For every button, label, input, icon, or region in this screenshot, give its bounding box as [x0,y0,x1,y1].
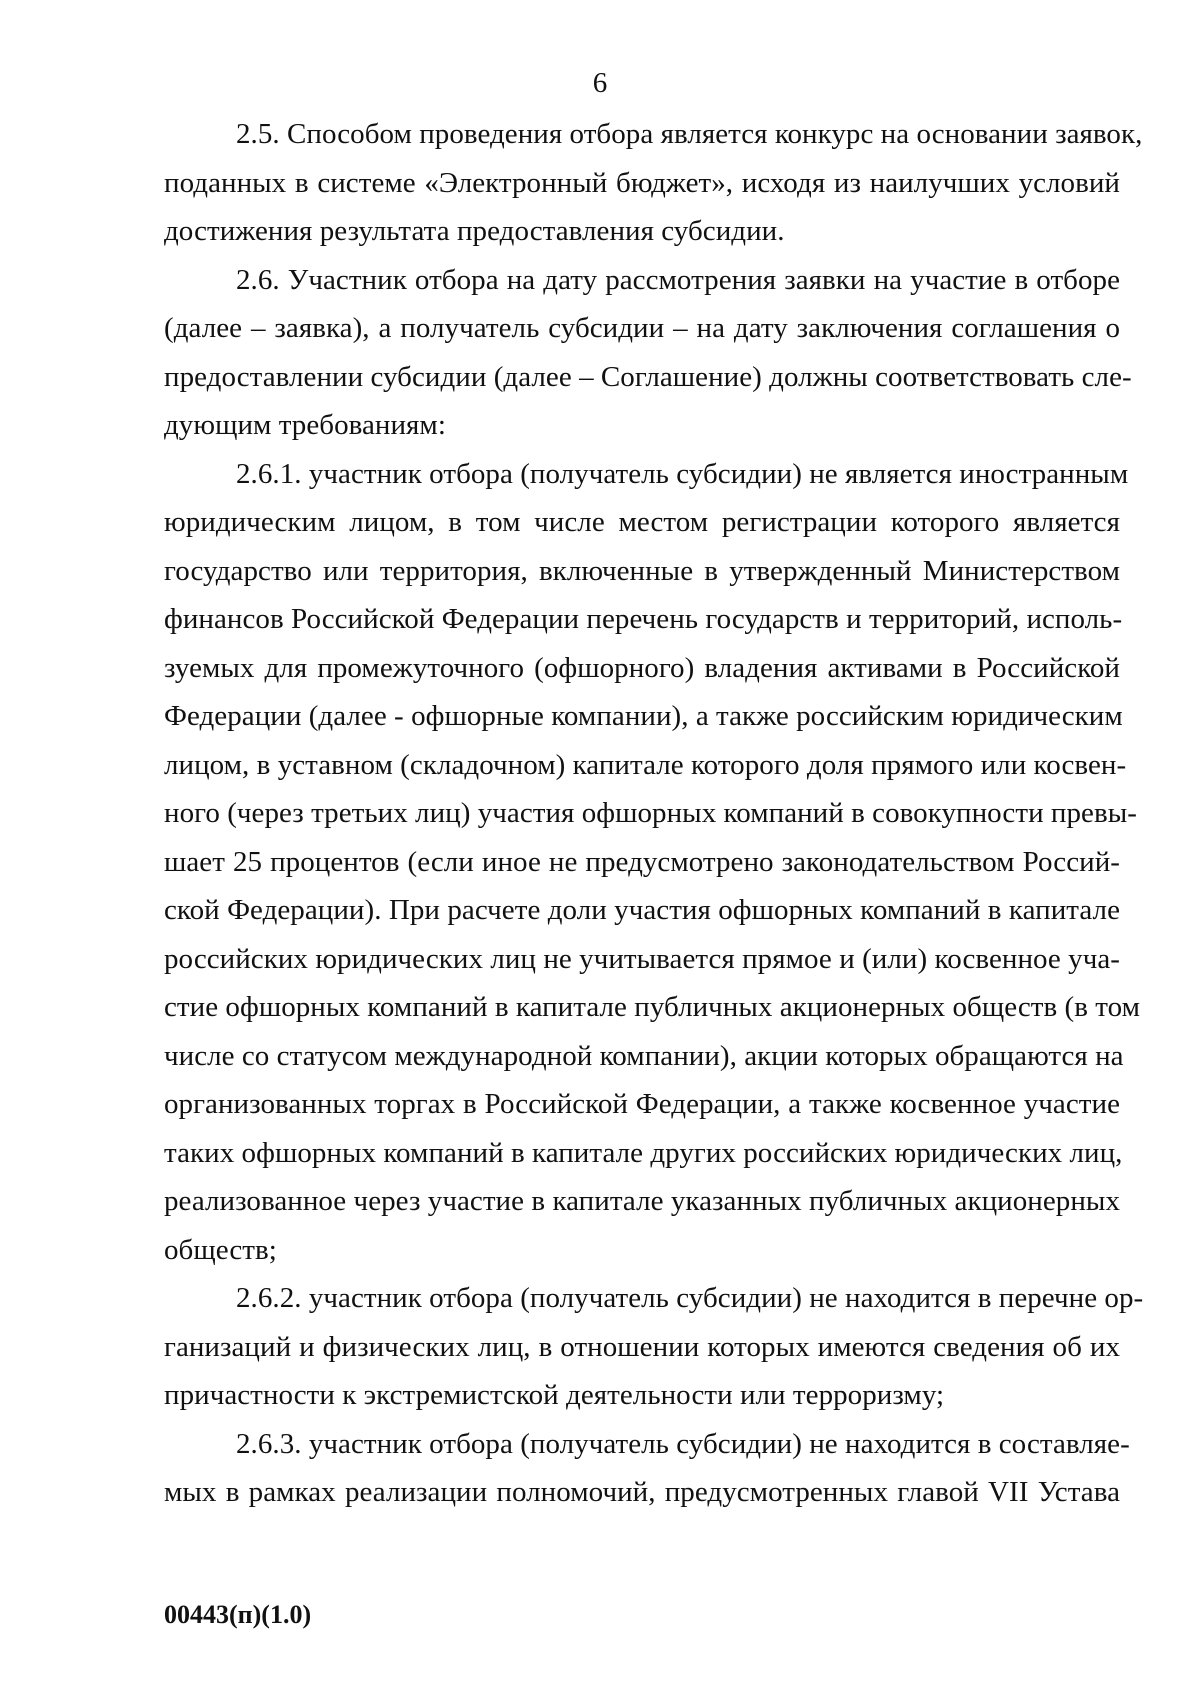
text-line: поданных в системе «Электронный бюджет», исходя из наилучших условий [164,166,1120,199]
text-line: лицом, в уставном (складочном) капитале которого доля прямого или косвен- [164,748,1127,781]
text-line: Федерации (далее - офшорные компании), а также российским юридическим [164,700,1123,732]
text-line: ской Федерации). При расчете доли участия офшорных компаний в капитале [164,894,1120,926]
text-line: организованных торгах в Российской Федерации, а также косвенное участие [164,1088,1120,1120]
text-line: зуемых для промежуточного (офшорного) владения активами в Российской [164,651,1120,684]
text-line: 2.6.3. участник отбора (получатель субсидии) не находится в составляе- [236,1427,1130,1460]
paragraph-2-6-2 [164,1274,1144,1420]
paragraph-2-6 [164,256,1132,450]
text-line: мых в рамках реализации полномочий, предусмотренных главой VII Устава [164,1476,1120,1508]
text-line: российских юридических лиц не учитывается прямое и (или) косвенное уча- [164,942,1120,975]
text-line: реализованное через участие в капитале указанных публичных акционерных [164,1185,1120,1217]
text-line: дующим требованиям: [164,409,446,441]
text-line: юридическим лицом, в том числе местом регистрации которого является [164,506,1120,538]
document-body [164,110,1144,1517]
paragraph-2-5 [164,110,1143,256]
text-line: обществ; [164,1233,277,1266]
text-line: государство или территория, включенные в утвержденный Министерством [164,554,1120,587]
text-line: ного (через третьих лиц) участия офшорных компаний в совокупности превы- [164,797,1137,829]
text-line: числе со статусом международной компании), акции которых обращаются на [164,1039,1124,1072]
paragraph-2-6-1 [164,450,1141,1275]
text-line: шает 25 процентов (если иное не предусмотрено законодательством Россий- [164,845,1120,878]
text-line: достижения результата предоставления субсидии. [164,215,785,247]
text-line: предоставлении субсидии (далее – Соглашение) должны соответствовать сле- [164,360,1132,393]
text-line: 2.6.2. участник отбора (получатель субсидии) не находится в перечне ор- [236,1282,1144,1314]
text-line: таких офшорных компаний в капитале других российских юридических лиц, [164,1136,1123,1169]
text-line: (далее – заявка), а получатель субсидии – на дату заключения соглашения о [164,312,1120,344]
text-line: ганизаций и физических лиц, в отношении которых имеются сведения об их [164,1330,1120,1363]
text-line: 2.6. Участник отбора на дату рассмотрения заявки на участие в отборе [236,263,1120,296]
text-line: причастности к экстремистской деятельности или терроризму; [164,1379,945,1411]
text-line: 2.5. Способом проведения отбора является конкурс на основании заявок, [236,118,1143,150]
page-number: 6 [592,67,608,99]
paragraph-2-6-3 [164,1420,1130,1517]
text-line: стие офшорных компаний в капитале публичных акционерных обществ (в том [164,991,1141,1023]
document-code: 00443(п)(1.0) [164,1600,312,1629]
text-line: финансов Российской Федерации перечень государств и территорий, исполь- [164,603,1123,635]
text-line: 2.6.1. участник отбора (получатель субсидии) не является иностранным [236,457,1129,490]
